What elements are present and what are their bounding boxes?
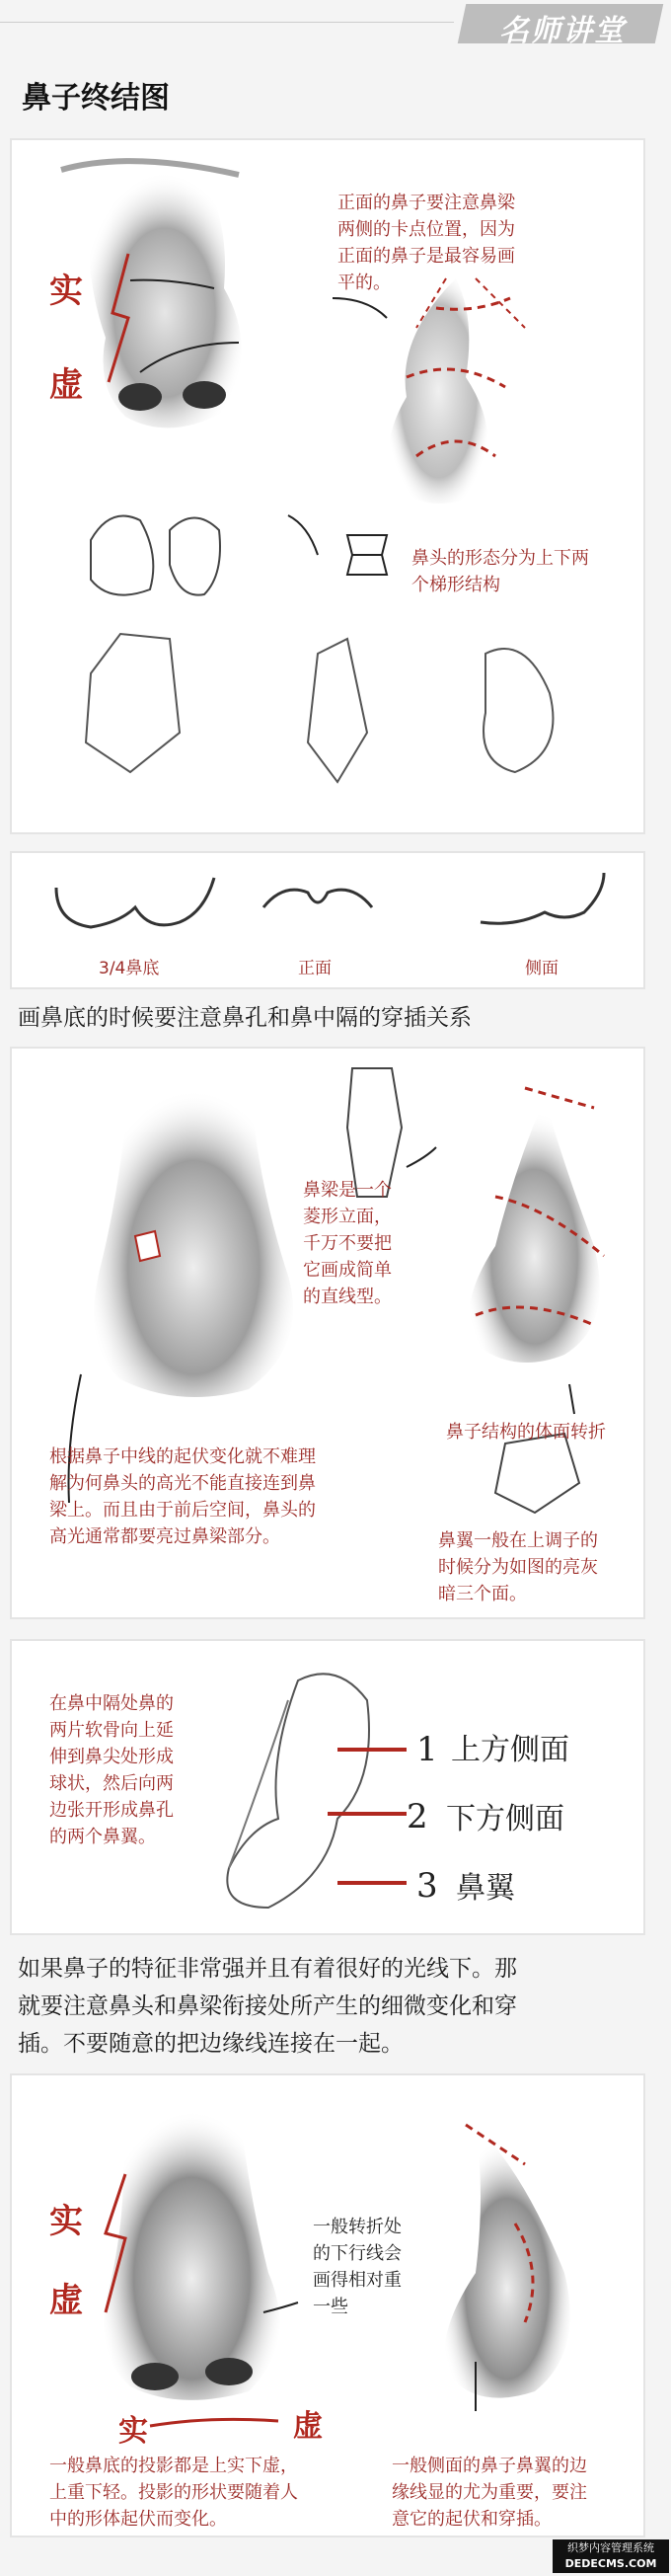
- three-quarter-nose-sketch: [94, 1073, 293, 1397]
- mark-void-top: 虚: [49, 2281, 83, 2320]
- note-wing: 鼻翼一般在上调子的 时候分为如图的亮灰 暗三个面。: [438, 1530, 598, 1604]
- front-nose-structure-sketch: [389, 278, 488, 504]
- mark-solid: 实: [49, 272, 83, 311]
- front-shadow-nose-sketch: [104, 2095, 279, 2400]
- note-turn-line: 一般转折处 的下行线会 画得相对重 一些: [313, 2217, 402, 2317]
- note-turn: 鼻子结构的体面转折: [446, 1422, 606, 1443]
- side-shadow-nose-sketch: [444, 2125, 570, 2398]
- side-structure-sketch: [469, 1098, 599, 1363]
- note-shadow: 一般鼻底的投影都是上实下虚， 上重下轻。投影的形状要随着人 中的形体起伏而变化。: [49, 2456, 298, 2530]
- label-front: 正面: [298, 959, 332, 978]
- mark-solid-top: 实: [49, 2202, 83, 2241]
- note-highlight: 根据鼻子中线的起伏变化就不难理 解为何鼻头的高光不能直接连到鼻 梁上。而且由于前后空间，鼻头的 高光通常都要亮过鼻梁部分。: [49, 1446, 316, 1547]
- mark-solid-bottom: 实: [118, 2414, 148, 2449]
- note-bridge: 鼻梁是一个 菱形立面， 千万不要把 它画成简单 的直线型。: [303, 1180, 392, 1307]
- caption-nose-bottom: 画鼻底的时候要注意鼻孔和鼻中隔的穿插关系: [18, 1005, 472, 1031]
- panel-nose-bridge: [10, 1047, 645, 1619]
- label-three-quarter: 3/4鼻底: [99, 959, 160, 978]
- panel-septum: [10, 1639, 645, 1935]
- header-divider: [0, 22, 454, 23]
- panel-overview-sketches: [12, 140, 645, 834]
- watermark: 织梦内容管理系统 DEDECMS.COM: [553, 2539, 669, 2573]
- number-three: 3: [416, 1866, 438, 1906]
- caption-features: 如果鼻子的特征非常强并且有着很好的光线下。那 就要注意鼻头和鼻梁衔接处所产生的细微变化和穿 插。不要随意的把边缘线连接在一起。: [18, 1956, 517, 2057]
- label-upper-side: 上方侧面: [451, 1733, 569, 1767]
- panel-nose-bottom: [10, 851, 645, 989]
- label-lower-side: 下方侧面: [446, 1802, 564, 1836]
- note-septum: 在鼻中隔处鼻的 两片软骨向上延 伸到鼻尖处形成 球状，然后向两 边张开形成鼻孔 的两个鼻翼。: [49, 1693, 174, 1847]
- note-side: 一般侧面的鼻子鼻翼的边 缘线显的尤为重要，要注 意它的起伏和穿插。: [392, 2456, 587, 2530]
- header-logo-text: 名师讲堂: [499, 14, 626, 48]
- page-title: 鼻子终结图: [22, 81, 170, 116]
- mark-void: 虚: [49, 365, 83, 405]
- label-side: 侧面: [525, 959, 559, 978]
- panel-shadow: [10, 2073, 645, 2537]
- note-trapezoid: 鼻头的形态分为上下两 个梯形结构: [411, 548, 589, 595]
- panel-overview: [10, 138, 645, 834]
- nose-wing-sketch: [495, 1434, 579, 1513]
- number-two: 2: [407, 1797, 428, 1836]
- mark-void-bottom: 虚: [293, 2409, 323, 2444]
- label-wing: 鼻翼: [456, 1871, 515, 1906]
- number-one: 1: [416, 1730, 438, 1769]
- note-front-nose: 正面的鼻子要注意鼻梁 两侧的卡点位置，因为 正面的鼻子是最容易画 平的。: [337, 193, 515, 293]
